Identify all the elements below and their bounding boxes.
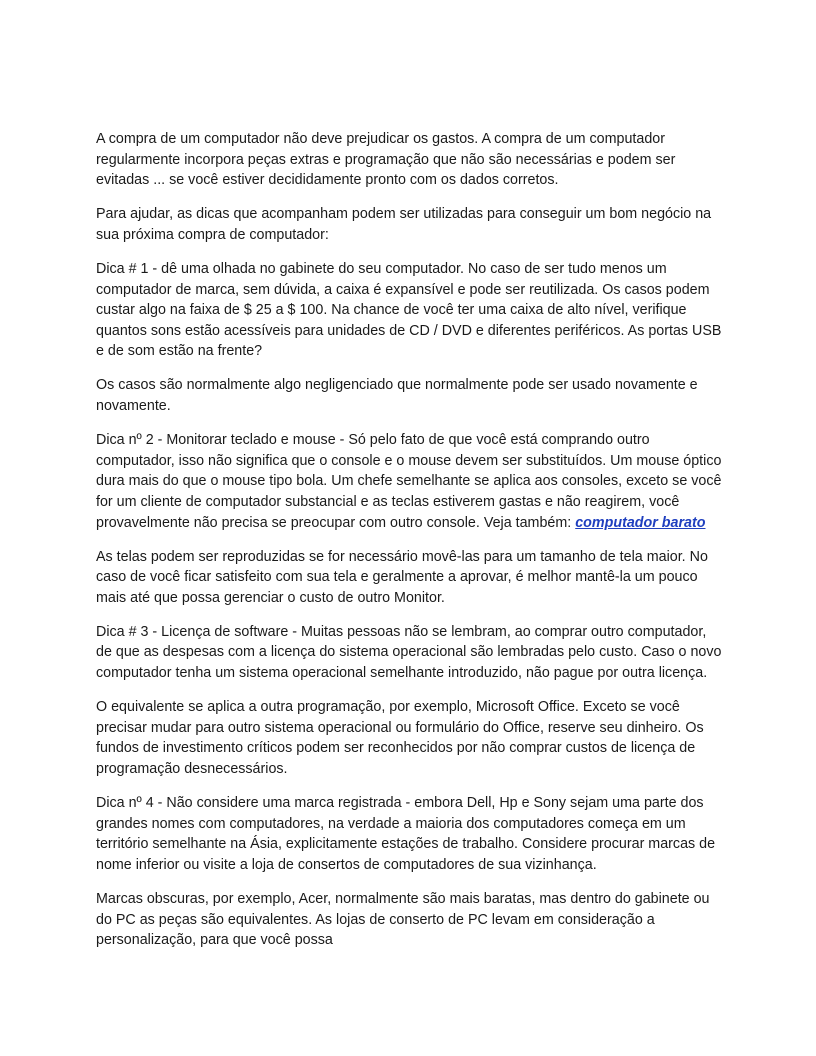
paragraph-office: O equivalente se aplica a outra programação, por exemplo, Microsoft Office. Exceto se você precisar mudar para outro sistema operacional ou formulário do Office, reserve seu dinheiro. Os fundos de investimento críticos podem ser reconhecidos por não comprar custos de licença de programação desnecessários. (96, 699, 704, 777)
paragraph-intro: A compra de um computador não deve prejudicar os gastos. A compra de um computador regularmente incorpora peças extras e programação que não são necessárias e podem ser evitadas ... se você estiver decididamente pronto com os dados corretos. (96, 131, 676, 189)
paragraph-brands: Marcas obscuras, por exemplo, Acer, normalmente são mais baratas, mas dentro do gabinete ou do PC as peças são equivalentes. As lojas de conserto de PC levam em consideração a personalização, para que você possa (96, 890, 710, 949)
paragraph-help: Para ajudar, as dicas que acompanham podem ser utilizadas para conseguir um bom negócio na sua próxima compra de computador: (96, 206, 712, 243)
paragraph-tip-1: Dica # 1 - dê uma olhada no gabinete do seu computador. No caso de ser tudo menos um computador de marca, sem dúvida, a caixa é expansível e pode ser reutilizada. Os casos podem custar algo na faixa de $ 25 a $ 100. Na chance de você ter uma caixa de alto nível, verifique quantos sons estão acessíveis para unidades de CD / DVD e diferentes periféricos. As portas USB e de som estão na frente? (96, 260, 722, 360)
paragraph-tip-2 (96, 430, 724, 533)
paragraph-tip-3: Dica # 3 - Licença de software - Muitas pessoas não se lembram, ao comprar outro computador, de que as despesas com a licença do sistema operacional são lembradas pelo custo. Caso o novo computador tenha um sistema operacional semelhante introduzido, não pague por outra licença. (96, 623, 722, 682)
tip-2-text: Dica nº 2 - Monitorar teclado e mouse - Só pelo fato de que você está comprando outro computador, isso não significa que o console e o mouse devem ser substituídos. Um mouse óptico dura mais do que o mouse tipo bola. Um chefe semelhante se aplica aos consoles, exceto se você for um cliente de computador substancial e as teclas estiverem gastas e não reagirem, você provavelmente não precisa se preocupar com outro console. Veja também: (96, 432, 722, 531)
paragraph-cases: Os casos são normalmente algo negligenciado que normalmente pode ser usado novamente e novamente. (96, 377, 698, 415)
paragraph-tip-4: Dica nº 4 - Não considere uma marca registrada - embora Dell, Hp e Sony sejam uma parte dos grandes nomes com computadores, na verdade a maioria dos computadores começa em um território semelhante na Ásia, explicitamente estações de trabalho. Considere procurar marcas de nome inferior ou visite a loja de consertos de computadores de sua vizinhança. (96, 795, 716, 873)
cheap-computer-link[interactable]: computador barato (575, 514, 706, 531)
document-body (96, 129, 724, 964)
paragraph-monitors: As telas podem ser reproduzidas se for necessário movê-las para um tamanho de tela maior. No caso de você ficar satisfeito com sua tela e geralmente a aprovar, é melhor mantê-la um pouco mais até que possa gerenciar o custo de outro Monitor. (96, 548, 708, 606)
